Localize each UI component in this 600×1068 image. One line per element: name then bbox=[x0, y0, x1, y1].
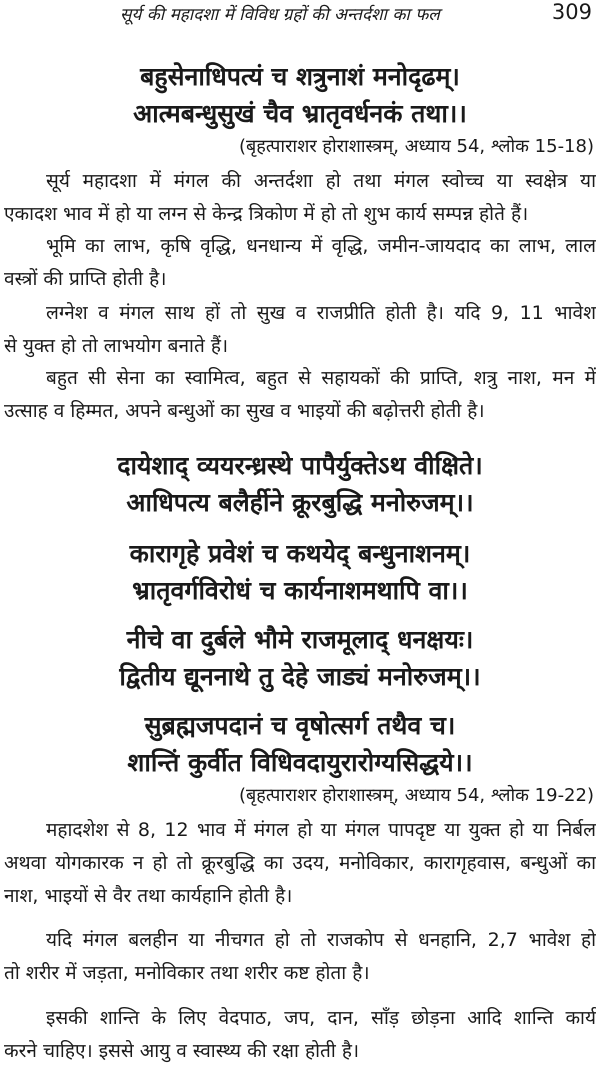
text-line: एकादश भाव में हो या लग्न से केन्द्र त्रिकोण में हो तो शुभ कार्य सम्पन्न होते हैं। bbox=[4, 203, 529, 225]
text-line: यदि मंगल बलहीन या नीचगत हो तो राजकोप से धनहानि, 2,7 भावेश हो bbox=[46, 929, 596, 951]
citation-2: (बृहत्पाराशर होराशास्त्रम्, अध्याय 54, श्लोक 19-22) bbox=[239, 785, 594, 806]
verse-4 bbox=[0, 621, 600, 695]
verse-1 bbox=[0, 58, 600, 132]
paragraph-4 bbox=[4, 362, 596, 428]
text-line: इसकी शान्ति के लिए वेदपाठ, जप, दान, साँड़ छोड़ना आदि शान्ति कार्य bbox=[46, 1007, 596, 1029]
text-line: करने चाहिए। इससे आयु व स्वास्थ्य की रक्षा होती है। bbox=[4, 1040, 360, 1062]
verse-line: नीचे वा दुर्बले भौमे राजमूलाद् धनक्षयः। bbox=[126, 625, 474, 654]
citation-1: (बृहत्पाराशर होराशास्त्रम्, अध्याय 54, श्लोक 15-18) bbox=[239, 136, 594, 157]
text-line: सूर्य महादशा में मंगल की अन्तर्दशा हो तथा मंगल स्वोच्च या स्वक्षेत्र या bbox=[46, 170, 596, 192]
text-line: महादशेश से 8, 12 भाव में मंगल हो या मंगल पापदृष्ट या युक्त हो या निर्बल bbox=[46, 819, 596, 841]
text-line: नाश, भाइयों से वैर तथा कार्यहानि होती है। bbox=[4, 885, 293, 907]
verse-line: कारागृहे प्रवेशं च कथयेद् बन्धुनाशनम्। bbox=[129, 539, 471, 568]
paragraph-1 bbox=[4, 165, 596, 231]
paragraph-2 bbox=[4, 230, 596, 296]
text-line: अथवा योगकारक न हो तो क्रूरबुद्धि का उदय, मनोविकार, कारागृहवास, बन्धुओं का bbox=[4, 852, 596, 874]
page-number: 309 bbox=[551, 0, 592, 24]
paragraph-5 bbox=[4, 814, 596, 913]
verse-line: सुब्रह्मजपदानं च वृषोत्सर्ग तथैव च। bbox=[144, 711, 456, 740]
verse-line: द्वितीय द्यूननाथे तु देहे जाड्यं मनोरुजम्।। bbox=[119, 662, 481, 691]
text-line: लग्नेश व मंगल साथ हों तो सुख व राजप्रीति होती है। यदि 9, 11 भावेश bbox=[46, 302, 596, 324]
text-line: उत्साह व हिम्मत, अपने बन्धुओं का सुख व भाइयों की बढ़ोत्तरी होती है। bbox=[4, 400, 485, 422]
text-line: से युक्त हो तो लाभयोग बनाते हैं। bbox=[4, 335, 229, 357]
verse-line: दायेशाद् व्ययरन्ध्रस्थे पापैर्युक्तेऽथ वीक्षिते। bbox=[117, 451, 483, 480]
paragraph-6 bbox=[4, 924, 596, 990]
verse-line: शान्तिं कुर्वीत विधिवदायुरारोग्यसिद्धये।। bbox=[127, 748, 473, 777]
text-line: भूमि का लाभ, कृषि वृद्धि, धनधान्य में वृद्धि, जमीन-जायदाद का लाभ, लाल bbox=[46, 235, 596, 257]
verse-line: भ्रातृवर्गविरोधं च कार्यनाशमथापि वा।। bbox=[132, 576, 468, 605]
verse-3 bbox=[0, 535, 600, 609]
text-line: वस्त्रों की प्राप्ति होती है। bbox=[4, 268, 167, 290]
text-line: बहुत सी सेना का स्वामित्व, बहुत से सहायकों की प्राप्ति, शत्रु नाश, मन में bbox=[46, 367, 596, 389]
verse-2 bbox=[0, 447, 600, 521]
paragraph-3 bbox=[4, 297, 596, 363]
verse-line: बहुसेनाधिपत्यं च शत्रुनाशं मनोदृढम्। bbox=[140, 62, 460, 91]
verse-line: आधिपत्य बलैर्हीने क्रूरबुद्धि मनोरुजम्।। bbox=[126, 488, 474, 517]
verse-line: आत्मबन्धुसुखं चैव भ्रातृवर्धनकं तथा।। bbox=[133, 99, 467, 128]
verse-5 bbox=[0, 707, 600, 781]
running-title: सूर्य की महादशा में विविध ग्रहों की अन्तर्दशा का फल bbox=[120, 5, 440, 25]
text-line: तो शरीर में जड़ता, मनोविकार तथा शरीर कष्ट होता है। bbox=[4, 962, 370, 984]
paragraph-7 bbox=[4, 1002, 596, 1068]
